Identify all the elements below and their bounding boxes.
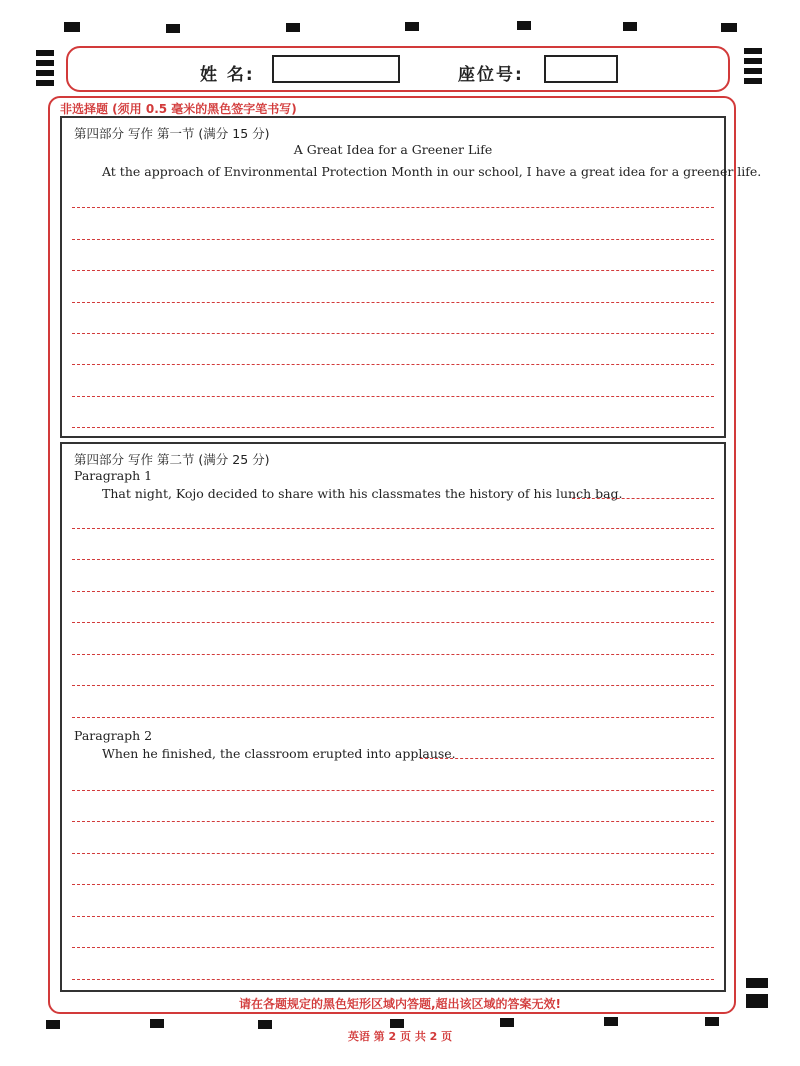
answer-line[interactable] <box>420 758 714 759</box>
answer-line[interactable] <box>72 622 714 623</box>
answer-line[interactable] <box>72 302 714 303</box>
timing-mark <box>64 22 80 32</box>
page-number: 英语 第 2 页 共 2 页 <box>347 1030 453 1043</box>
answer-line[interactable] <box>72 979 714 980</box>
timing-mark <box>36 70 54 76</box>
answer-line[interactable] <box>72 654 714 655</box>
name-field[interactable] <box>272 55 400 83</box>
answer-line[interactable] <box>72 884 714 885</box>
answer-line[interactable] <box>72 916 714 917</box>
nonchoice-label: 非选择题 (须用 0.5 毫米的黑色签字笔书写) <box>60 102 297 116</box>
paragraph-2-label: Paragraph 2 <box>74 728 153 743</box>
answer-line[interactable] <box>72 591 714 592</box>
answer-line[interactable] <box>72 270 714 271</box>
answer-line[interactable] <box>72 528 714 529</box>
section-2-title: 第四部分 写作 第二节 (满分 25 分) <box>74 452 270 467</box>
answer-line[interactable] <box>72 427 714 428</box>
seat-label: 座位号: <box>458 65 524 85</box>
section-1-prompt: At the approach of Environmental Protection Month in our school, I have a great idea for a greener life. <box>102 164 762 179</box>
essay-title: A Great Idea for a Greener Life <box>293 142 493 157</box>
answer-line[interactable] <box>72 559 714 560</box>
timing-mark <box>405 22 419 31</box>
answer-line[interactable] <box>72 790 714 791</box>
timing-mark <box>286 23 300 32</box>
answer-line[interactable] <box>72 685 714 686</box>
answer-line[interactable] <box>72 821 714 822</box>
paragraph-1-prompt: That night, Kojo decided to share with his classmates the history of his lunch bag. <box>102 486 623 501</box>
seat-number-field[interactable] <box>544 55 618 83</box>
footer-warning: 请在各题规定的黑色矩形区域内答题,超出该区域的答案无效! <box>238 997 562 1011</box>
timing-mark <box>744 78 762 84</box>
paragraph-1-label: Paragraph 1 <box>74 468 153 483</box>
timing-mark <box>623 22 637 31</box>
answer-line[interactable] <box>72 364 714 365</box>
paragraph-2-prompt: When he finished, the classroom erupted into applause. <box>102 746 456 761</box>
writing-section-2 <box>60 442 726 992</box>
timing-mark <box>36 50 54 56</box>
name-label: 姓 名: <box>200 65 255 85</box>
timing-mark <box>604 1017 618 1026</box>
answer-line[interactable] <box>72 947 714 948</box>
timing-mark <box>746 978 768 988</box>
timing-mark <box>721 23 737 32</box>
answer-line[interactable] <box>72 717 714 718</box>
timing-mark <box>500 1018 514 1027</box>
timing-mark <box>150 1019 164 1028</box>
timing-mark <box>36 60 54 66</box>
timing-mark <box>36 80 54 86</box>
timing-mark <box>390 1019 404 1028</box>
answer-line[interactable] <box>72 239 714 240</box>
answer-line[interactable] <box>72 853 714 854</box>
timing-mark <box>744 68 762 74</box>
timing-mark <box>166 24 180 33</box>
answer-line[interactable] <box>72 396 714 397</box>
answer-line[interactable] <box>572 498 714 499</box>
timing-mark <box>705 1017 719 1026</box>
timing-mark <box>744 58 762 64</box>
student-info-box <box>66 46 730 92</box>
section-1-title: 第四部分 写作 第一节 (满分 15 分) <box>74 126 270 141</box>
timing-mark <box>517 21 531 30</box>
answer-line[interactable] <box>72 207 714 208</box>
writing-section-1 <box>60 116 762 438</box>
answer-line[interactable] <box>72 333 714 334</box>
timing-mark <box>744 48 762 54</box>
